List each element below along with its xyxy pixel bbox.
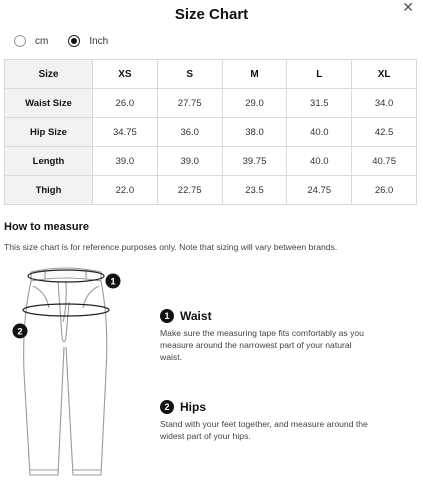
radio-inch[interactable]	[68, 35, 80, 47]
table-cell: 23.5	[222, 176, 287, 205]
radio-cm[interactable]	[14, 35, 26, 47]
table-cell: 27.75	[157, 89, 222, 118]
hips-description	[160, 418, 368, 442]
waist-heading	[160, 309, 212, 323]
waist-title: Waist	[180, 309, 212, 323]
table-row	[5, 89, 417, 118]
unit-option-inch[interactable]	[68, 35, 108, 47]
table-cell: 42.5	[352, 118, 417, 147]
table-cell: 34.75	[93, 118, 158, 147]
table-cell: 26.0	[352, 176, 417, 205]
table-header-row	[5, 60, 417, 89]
hips-desc-line: widest part of your hips.	[160, 431, 251, 441]
table-cell: 34.0	[352, 89, 417, 118]
size-header-l: L	[287, 60, 352, 89]
hips-title: Hips	[180, 400, 207, 414]
size-header-xl: XL	[352, 60, 417, 89]
table-cell: 22.75	[157, 176, 222, 205]
table-cell: 29.0	[222, 89, 287, 118]
table-cell: 24.75	[287, 176, 352, 205]
how-to-measure-heading: How to measure	[4, 221, 89, 233]
waist-marker-number: 1	[110, 276, 116, 288]
size-header-s: S	[157, 60, 222, 89]
waist-desc-line: measure around the narrowest part of your natural	[160, 340, 352, 350]
table-cell: 40.0	[287, 118, 352, 147]
reference-note: This size chart is for reference purposes only. Note that sizing will vary between brands.	[4, 242, 338, 252]
waist-step-badge: 1	[160, 309, 174, 323]
table-cell: 26.0	[93, 89, 158, 118]
size-header-m: M	[222, 60, 287, 89]
table-cell: 22.0	[93, 176, 158, 205]
waist-desc-line: waist.	[160, 352, 182, 362]
table-row	[5, 176, 417, 205]
unit-selector	[14, 35, 128, 47]
hips-heading	[160, 400, 206, 414]
table-cell: 39.0	[93, 147, 158, 176]
row-label-thigh: Thigh	[5, 176, 93, 205]
row-label-hip: Hip Size	[5, 118, 93, 147]
pants-illustration-icon	[0, 262, 140, 484]
row-label-waist: Waist Size	[5, 89, 93, 118]
table-cell: 40.0	[287, 147, 352, 176]
size-header-xs: XS	[93, 60, 158, 89]
table-cell: 38.0	[222, 118, 287, 147]
waist-description	[160, 327, 364, 363]
hips-desc-line: Stand with your feet together, and measure around the	[160, 419, 368, 429]
hips-step-badge: 2	[160, 400, 174, 414]
unit-label-cm: cm	[35, 35, 49, 47]
size-table	[4, 59, 417, 205]
table-row	[5, 118, 417, 147]
unit-label-inch: Inch	[89, 35, 109, 47]
page-title: Size Chart	[174, 6, 249, 23]
row-label-length: Length	[5, 147, 93, 176]
table-cell: 39.75	[222, 147, 287, 176]
waist-desc-line: Make sure the measuring tape fits comfortably as you	[160, 328, 364, 338]
hip-marker-number: 2	[17, 326, 23, 338]
table-cell: 39.0	[157, 147, 222, 176]
table-cell: 40.75	[352, 147, 417, 176]
table-row	[5, 147, 417, 176]
table-corner-header: Size	[5, 60, 93, 89]
table-cell: 31.5	[287, 89, 352, 118]
table-cell: 36.0	[157, 118, 222, 147]
close-icon[interactable]: ✕	[402, 0, 414, 15]
unit-option-cm[interactable]	[14, 35, 48, 47]
